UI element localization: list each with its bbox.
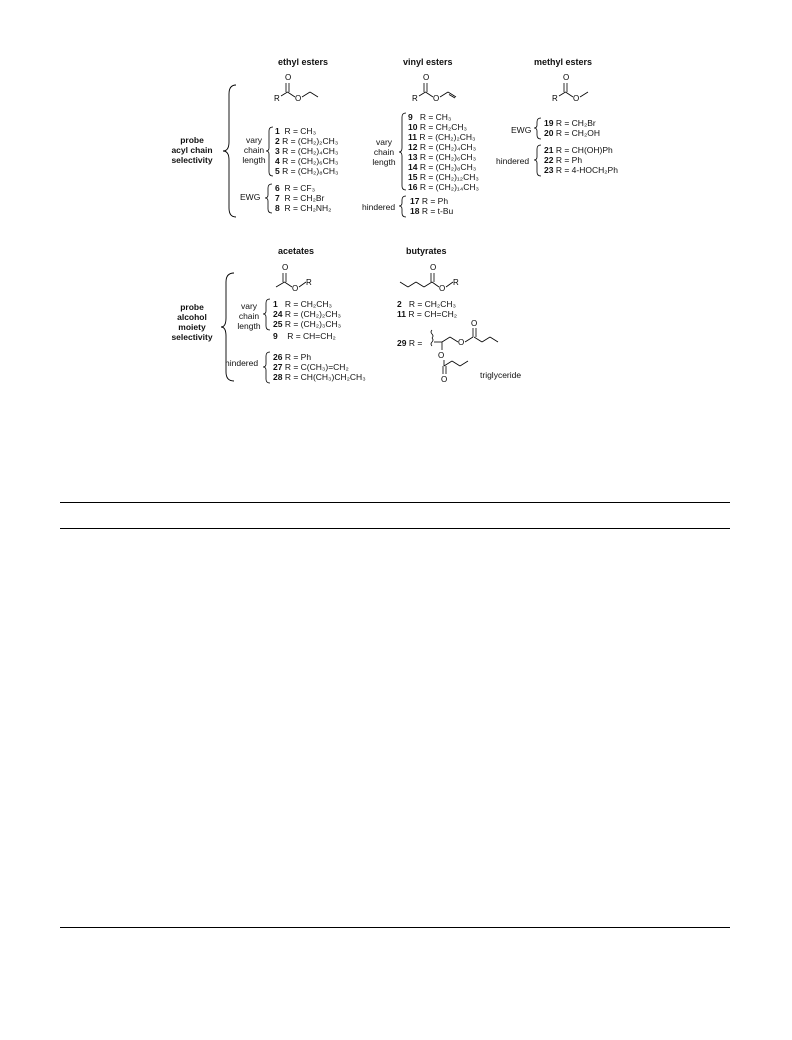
list-item: 15 R = (CH₂)₁₂CH₃ <box>408 172 479 182</box>
list-item: 4 R = (CH₂)₆CH₃ <box>275 156 339 166</box>
triglyceride-label-29: 29 R = <box>397 338 423 348</box>
list-item: 9 R = CH=CH₂ <box>273 331 336 341</box>
svg-text:R: R <box>453 278 459 287</box>
list-methyl-ewg <box>544 118 600 138</box>
brace-vinyl-vary <box>398 112 408 192</box>
list-item: 5 R = (CH₂)₈CH₃ <box>275 166 339 176</box>
list-acetates-hindered <box>273 352 366 382</box>
svg-text:O: O <box>430 263 437 272</box>
label-vary-chain-length-acetates: vary chain length <box>237 301 261 331</box>
svg-text:O: O <box>282 263 289 272</box>
list-vinyl-vary <box>408 112 479 192</box>
label-hindered-acetates: hindered <box>225 358 259 368</box>
brace-methyl-hindered <box>533 144 543 178</box>
list-item: 9 R = CH₃ <box>408 112 452 122</box>
svg-text:O: O <box>433 94 440 103</box>
header-vinyl-esters: vinyl esters <box>403 57 453 67</box>
list-methyl-hindered <box>544 145 618 175</box>
list-item: 6 R = CF₃ <box>275 183 316 193</box>
table-rule-top <box>60 502 730 503</box>
label-hindered-methyl: hindered <box>496 156 530 166</box>
ethyl-ester-structure <box>270 72 340 112</box>
label-ewg-ethyl: EWG <box>240 192 261 202</box>
label-vary-chain-length-vinyl: vary chain length <box>372 137 396 167</box>
list-item: 12 R = (CH₂)₄CH₃ <box>408 142 477 152</box>
list-vinyl-hindered <box>410 196 453 216</box>
list-item: 28 R = CH(CH₃)CH₂CH₃ <box>273 372 366 382</box>
svg-text:O: O <box>471 319 478 328</box>
methyl-ester-structure <box>548 72 608 112</box>
list-item: 23 R = 4-HOCH₂Ph <box>544 165 618 175</box>
header-ethyl-esters: ethyl esters <box>278 57 329 67</box>
vinyl-ester-structure <box>398 72 468 112</box>
label-probe-acyl-chain: probe acyl chain selectivity <box>171 135 213 165</box>
svg-text:O: O <box>573 94 580 103</box>
list-item: 10 R = CH₂CH₃ <box>408 122 467 132</box>
list-item: 24 R = (CH₂)₂CH₃ <box>273 309 341 319</box>
list-item: 14 R = (CH₂)₈CH₃ <box>408 162 477 172</box>
list-ethyl-ewg <box>275 183 331 213</box>
list-item: 26 R = Ph <box>273 352 312 362</box>
brace-acetate-vary <box>262 298 272 332</box>
list-ethyl-vary <box>275 126 338 176</box>
list-item: 17 R = Ph <box>410 196 449 206</box>
list-item: 19 R = CH₂Br <box>544 118 596 128</box>
acetate-structure <box>268 262 338 298</box>
list-acetates-vary <box>273 299 341 341</box>
svg-text:R: R <box>274 94 280 103</box>
triglyceride-note: triglyceride <box>480 370 522 380</box>
brace-methyl-ewg <box>533 117 543 141</box>
list-item: 18 R = t-Bu <box>410 206 454 216</box>
svg-text:O: O <box>295 94 302 103</box>
list-item: 22 R = Ph <box>544 155 583 165</box>
butyrate-structure <box>398 262 478 298</box>
brace-ethyl-vary <box>265 126 275 178</box>
list-item: 3 R = (CH₂)₄CH₃ <box>275 146 339 156</box>
svg-text:O: O <box>292 284 299 293</box>
list-item: 7 R = CH₂Br <box>275 193 325 203</box>
table-rule-header <box>60 528 730 529</box>
svg-text:R: R <box>552 94 558 103</box>
list-item: 21 R = CH(OH)Ph <box>544 145 613 155</box>
list-item: 25 R = (CH₂)₃CH₃ <box>273 319 342 329</box>
list-item: 11 R = CH=CH₂ <box>397 309 458 319</box>
list-item: 2 R = CH₂CH₃ <box>397 299 456 309</box>
svg-text:O: O <box>439 284 446 293</box>
svg-text:O: O <box>458 338 465 347</box>
label-probe-alcohol-moiety: probe alcohol moiety selectivity <box>171 302 213 342</box>
svg-text:R: R <box>412 94 418 103</box>
svg-text:O: O <box>441 375 448 384</box>
list-item: 20 R = CH₂OH <box>544 128 600 138</box>
list-item: 1 R = CH₂CH₃ <box>273 299 332 309</box>
header-butyrates: butyrates <box>406 246 447 256</box>
header-methyl-esters: methyl esters <box>534 57 593 67</box>
svg-text:O: O <box>423 73 430 82</box>
table-rule-bottom <box>60 927 730 928</box>
brace-vinyl-hindered <box>398 195 408 219</box>
list-item: 11 R = (CH₂)₂CH₃ <box>408 132 476 142</box>
list-item: 2 R = (CH₂)₂CH₃ <box>275 136 339 146</box>
list-item: 8 R = CH₂NH₂ <box>275 203 332 213</box>
svg-text:R: R <box>306 278 312 287</box>
label-hindered-vinyl: hindered <box>362 202 396 212</box>
header-acetates: acetates <box>278 246 315 256</box>
label-ewg-methyl: EWG <box>511 125 532 135</box>
brace-acetate-hindered <box>262 351 272 385</box>
brace-acyl <box>222 84 242 219</box>
list-item: 16 R = (CH₂)₁₄CH₃ <box>408 182 479 192</box>
svg-text:O: O <box>285 73 292 82</box>
label-vary-chain-length-ethyl: vary chain length <box>242 135 266 165</box>
svg-text:O: O <box>563 73 570 82</box>
list-item: 13 R = (CH₂)₆CH₃ <box>408 152 477 162</box>
list-item: 27 R = C(CH₃)=CH₂ <box>273 362 349 372</box>
brace-ethyl-ewg <box>264 183 274 215</box>
list-item: 1 R = CH₃ <box>275 126 317 136</box>
svg-text:O: O <box>438 351 445 360</box>
